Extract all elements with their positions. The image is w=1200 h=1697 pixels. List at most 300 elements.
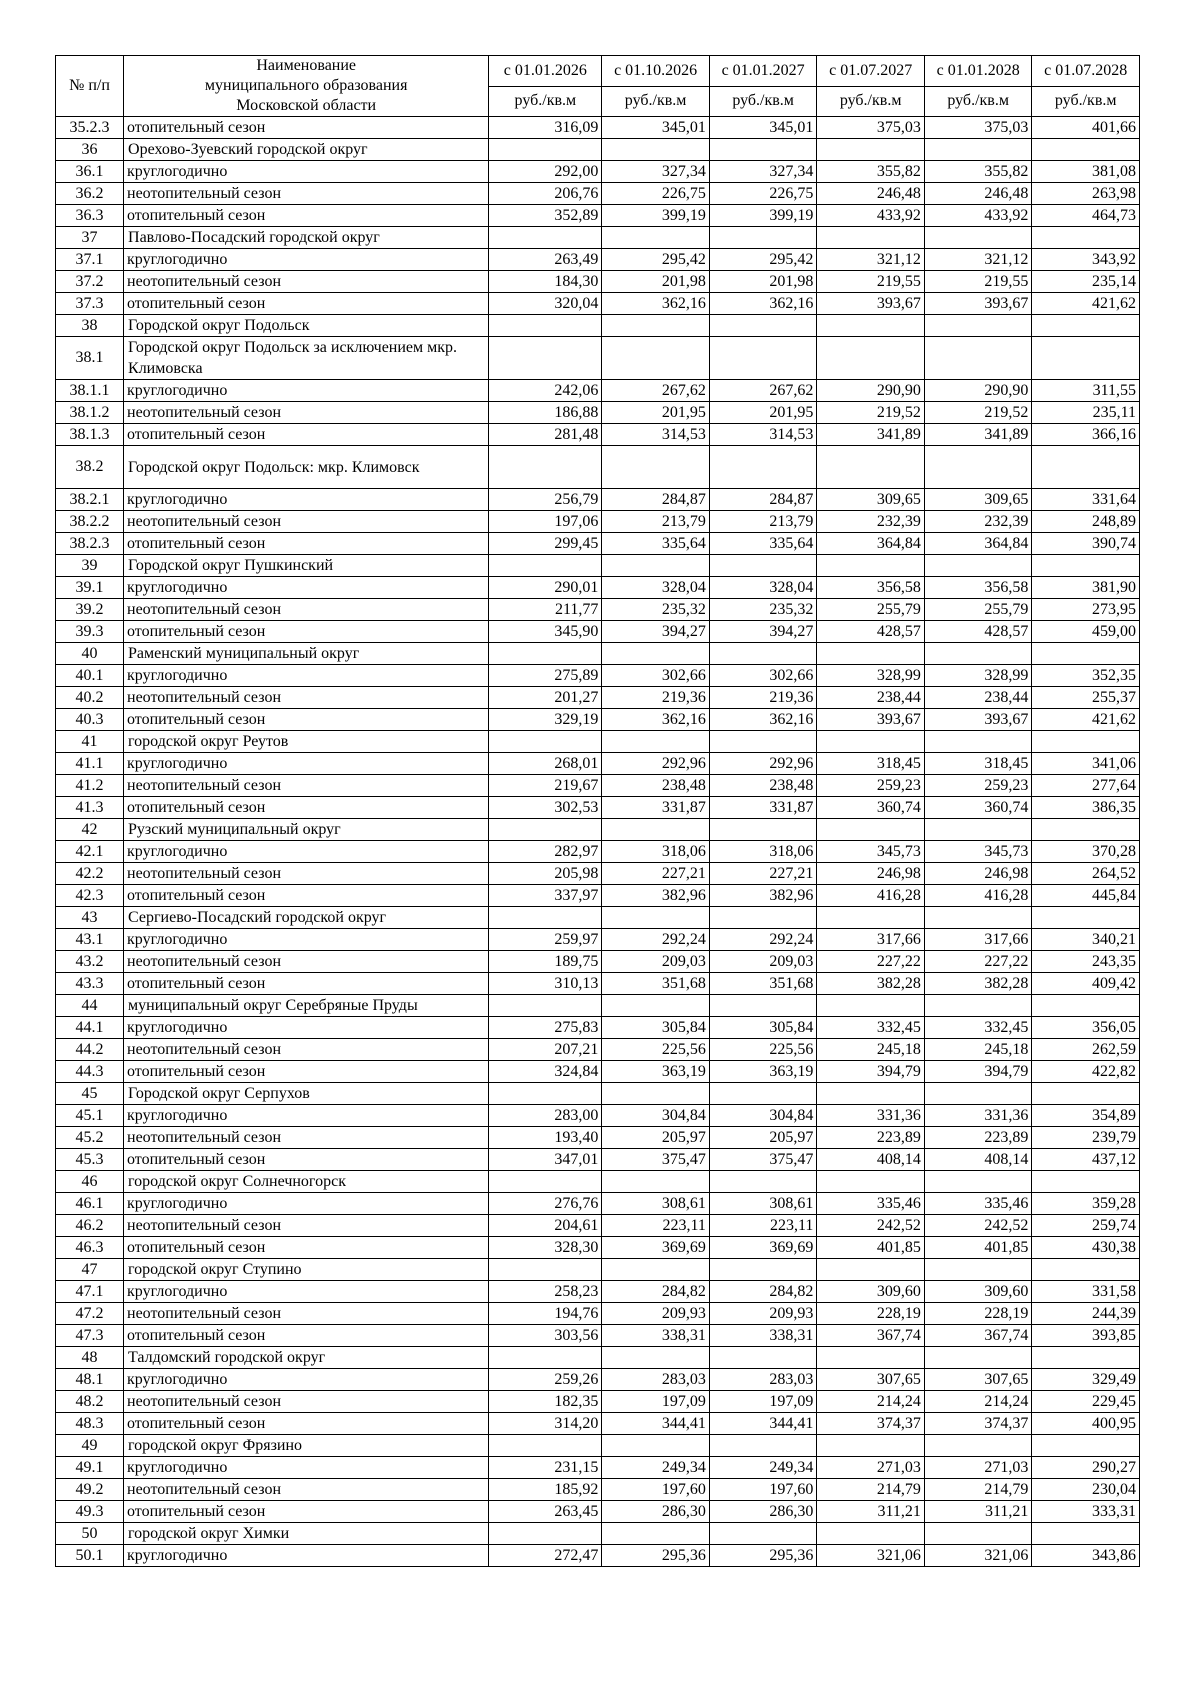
tariff-value: 363,19 (709, 1061, 817, 1083)
tariff-value: 338,31 (709, 1325, 817, 1347)
tariff-value: 219,52 (817, 402, 925, 424)
tariff-value: 416,28 (817, 885, 925, 907)
season-label: отопительный сезон (124, 1501, 489, 1523)
row-number: 41.1 (56, 753, 124, 775)
tariff-value: 331,58 (1032, 1281, 1140, 1303)
tariff-value: 345,01 (709, 117, 817, 139)
header-name-line: Наименование (256, 57, 357, 74)
tariff-value (924, 139, 1032, 161)
tariff-value: 205,97 (602, 1127, 710, 1149)
season-label: круглогодично (124, 249, 489, 271)
tariff-value (924, 819, 1032, 841)
tariff-value (709, 819, 817, 841)
tariff-value: 428,57 (817, 621, 925, 643)
row-number: 46.3 (56, 1237, 124, 1259)
tariff-value: 375,47 (709, 1149, 817, 1171)
season-label: отопительный сезон (124, 1325, 489, 1347)
tariff-value (817, 1435, 925, 1457)
tariff-value (489, 995, 602, 1017)
tariff-value (1032, 337, 1140, 380)
table-group-row (56, 446, 1140, 489)
table-row (56, 1281, 1140, 1303)
tariff-value: 299,45 (489, 533, 602, 555)
table-row (56, 753, 1140, 775)
tariff-value: 341,89 (817, 424, 925, 446)
season-label: отопительный сезон (124, 885, 489, 907)
tariff-value: 362,16 (709, 709, 817, 731)
tariff-value: 321,12 (817, 249, 925, 271)
tariff-value: 363,19 (602, 1061, 710, 1083)
table-row (56, 709, 1140, 731)
tariff-value (489, 1523, 602, 1545)
tariff-value: 375,03 (817, 117, 925, 139)
tariff-value: 255,79 (817, 599, 925, 621)
tariff-value: 259,26 (489, 1369, 602, 1391)
tariff-table (55, 55, 1140, 1567)
tariff-value: 394,79 (924, 1061, 1032, 1083)
tariff-value: 271,03 (924, 1457, 1032, 1479)
tariff-value (1032, 1347, 1140, 1369)
tariff-value: 184,30 (489, 271, 602, 293)
row-number: 45.1 (56, 1105, 124, 1127)
tariff-value: 271,03 (817, 1457, 925, 1479)
tariff-value: 360,74 (924, 797, 1032, 819)
season-label: круглогодично (124, 161, 489, 183)
tariff-value: 375,03 (924, 117, 1032, 139)
row-number: 50 (56, 1523, 124, 1545)
tariff-value: 267,62 (602, 380, 710, 402)
tariff-value (489, 1347, 602, 1369)
tariff-value: 359,28 (1032, 1193, 1140, 1215)
tariff-value (489, 1171, 602, 1193)
tariff-value: 227,22 (924, 951, 1032, 973)
header-unit: руб./кв.м (602, 86, 710, 117)
table-row (56, 577, 1140, 599)
tariff-value: 338,31 (602, 1325, 710, 1347)
tariff-value: 328,04 (602, 577, 710, 599)
tariff-value: 219,67 (489, 775, 602, 797)
tariff-value (924, 1347, 1032, 1369)
tariff-value: 223,11 (709, 1215, 817, 1237)
table-row (56, 599, 1140, 621)
header-date: с 01.01.2028 (924, 56, 1032, 87)
season-label: неотопительный сезон (124, 775, 489, 797)
table-row (56, 1413, 1140, 1435)
table-group-row (56, 995, 1140, 1017)
tariff-value: 309,60 (924, 1281, 1032, 1303)
table-row (56, 973, 1140, 995)
row-number: 40.2 (56, 687, 124, 709)
tariff-value: 382,28 (924, 973, 1032, 995)
tariff-value (1032, 555, 1140, 577)
table-row (56, 1061, 1140, 1083)
tariff-value: 238,48 (602, 775, 710, 797)
tariff-value: 290,90 (817, 380, 925, 402)
header-name-line: Московской области (236, 97, 377, 114)
row-number: 45 (56, 1083, 124, 1105)
tariff-value: 227,22 (817, 951, 925, 973)
row-number: 44.3 (56, 1061, 124, 1083)
tariff-value (817, 1347, 925, 1369)
tariff-value (1032, 995, 1140, 1017)
season-label: круглогодично (124, 1193, 489, 1215)
tariff-value: 337,97 (489, 885, 602, 907)
table-row (56, 205, 1140, 227)
tariff-value: 320,04 (489, 293, 602, 315)
tariff-value: 303,56 (489, 1325, 602, 1347)
tariff-value (709, 337, 817, 380)
tariff-value (489, 1435, 602, 1457)
tariff-value: 341,89 (924, 424, 1032, 446)
season-label: отопительный сезон (124, 424, 489, 446)
tariff-value: 263,98 (1032, 183, 1140, 205)
row-number: 47 (56, 1259, 124, 1281)
municipality-name: городской округ Ступино (124, 1259, 489, 1281)
tariff-value: 219,36 (602, 687, 710, 709)
tariff-value: 318,06 (709, 841, 817, 863)
tariff-value: 277,64 (1032, 775, 1140, 797)
row-number: 40.1 (56, 665, 124, 687)
tariff-value (602, 446, 710, 489)
header-date: с 01.01.2026 (489, 56, 602, 87)
table-header (56, 56, 1140, 117)
table-row (56, 271, 1140, 293)
table-group-row (56, 1523, 1140, 1545)
tariff-value: 226,75 (602, 183, 710, 205)
row-number: 49.2 (56, 1479, 124, 1501)
tariff-value: 335,46 (924, 1193, 1032, 1215)
tariff-value (602, 315, 710, 337)
tariff-value: 367,74 (817, 1325, 925, 1347)
tariff-value: 290,90 (924, 380, 1032, 402)
season-label: круглогодично (124, 929, 489, 951)
tariff-value: 242,06 (489, 380, 602, 402)
tariff-value (1032, 1435, 1140, 1457)
tariff-value: 235,14 (1032, 271, 1140, 293)
row-number: 43.1 (56, 929, 124, 951)
tariff-value: 314,53 (602, 424, 710, 446)
tariff-value: 225,56 (709, 1039, 817, 1061)
tariff-value: 259,23 (817, 775, 925, 797)
season-label: неотопительный сезон (124, 1127, 489, 1149)
tariff-value: 242,52 (924, 1215, 1032, 1237)
municipality-name: городской округ Химки (124, 1523, 489, 1545)
row-number: 40 (56, 643, 124, 665)
tariff-value (602, 1523, 710, 1545)
tariff-value: 276,76 (489, 1193, 602, 1215)
tariff-value (1032, 315, 1140, 337)
tariff-value: 399,19 (709, 205, 817, 227)
tariff-value (817, 139, 925, 161)
tariff-value (924, 227, 1032, 249)
tariff-value: 309,65 (817, 489, 925, 511)
row-number: 47.3 (56, 1325, 124, 1347)
tariff-value: 295,42 (602, 249, 710, 271)
tariff-value: 347,01 (489, 1149, 602, 1171)
tariff-value: 355,82 (924, 161, 1032, 183)
tariff-value (602, 995, 710, 1017)
row-number: 38.1.3 (56, 424, 124, 446)
tariff-value: 283,00 (489, 1105, 602, 1127)
row-number: 44.2 (56, 1039, 124, 1061)
tariff-value: 374,37 (817, 1413, 925, 1435)
row-number: 47.2 (56, 1303, 124, 1325)
row-number: 42.2 (56, 863, 124, 885)
tariff-value: 268,01 (489, 753, 602, 775)
season-label: отопительный сезон (124, 205, 489, 227)
tariff-value (817, 1259, 925, 1281)
season-label: неотопительный сезон (124, 863, 489, 885)
tariff-value (709, 315, 817, 337)
tariff-value: 366,16 (1032, 424, 1140, 446)
table-group-row (56, 643, 1140, 665)
tariff-value: 459,00 (1032, 621, 1140, 643)
tariff-value: 430,38 (1032, 1237, 1140, 1259)
tariff-value: 369,69 (709, 1237, 817, 1259)
tariff-value: 321,06 (924, 1545, 1032, 1567)
season-label: круглогодично (124, 577, 489, 599)
tariff-value: 295,36 (709, 1545, 817, 1567)
tariff-value: 292,96 (602, 753, 710, 775)
tariff-value: 295,36 (602, 1545, 710, 1567)
header-date: с 01.10.2026 (602, 56, 710, 87)
tariff-value (489, 446, 602, 489)
table-row (56, 1303, 1140, 1325)
season-label: неотопительный сезон (124, 402, 489, 424)
tariff-value (602, 819, 710, 841)
row-number: 37.3 (56, 293, 124, 315)
row-number: 46.1 (56, 1193, 124, 1215)
tariff-value: 204,61 (489, 1215, 602, 1237)
table-row (56, 424, 1140, 446)
tariff-value: 394,27 (709, 621, 817, 643)
tariff-value: 310,13 (489, 973, 602, 995)
tariff-value: 331,64 (1032, 489, 1140, 511)
row-number: 44 (56, 995, 124, 1017)
tariff-value: 230,04 (1032, 1479, 1140, 1501)
tariff-value (602, 1259, 710, 1281)
tariff-value: 219,55 (924, 271, 1032, 293)
municipality-name: городской округ Реутов (124, 731, 489, 753)
table-row (56, 511, 1140, 533)
tariff-value (602, 1435, 710, 1457)
row-number: 38.2 (56, 446, 124, 489)
tariff-value: 401,85 (817, 1237, 925, 1259)
table-row (56, 380, 1140, 402)
tariff-value: 360,74 (817, 797, 925, 819)
tariff-value: 382,96 (709, 885, 817, 907)
row-number: 37.1 (56, 249, 124, 271)
tariff-value: 267,62 (709, 380, 817, 402)
row-number: 46.2 (56, 1215, 124, 1237)
row-number: 43.3 (56, 973, 124, 995)
tariff-value: 304,84 (602, 1105, 710, 1127)
tariff-value: 401,85 (924, 1237, 1032, 1259)
tariff-value: 290,27 (1032, 1457, 1140, 1479)
municipality-name: Рузский муниципальный округ (124, 819, 489, 841)
tariff-value: 246,98 (924, 863, 1032, 885)
tariff-value: 263,45 (489, 1501, 602, 1523)
row-number: 49 (56, 1435, 124, 1457)
tariff-value: 311,55 (1032, 380, 1140, 402)
table-row (56, 293, 1140, 315)
table-group-row (56, 731, 1140, 753)
season-label: круглогодично (124, 1105, 489, 1127)
tariff-value: 318,06 (602, 841, 710, 863)
season-label: неотопительный сезон (124, 183, 489, 205)
tariff-value: 400,95 (1032, 1413, 1140, 1435)
tariff-value: 225,56 (602, 1039, 710, 1061)
table-row (56, 402, 1140, 424)
tariff-value: 292,24 (709, 929, 817, 951)
tariff-value: 219,55 (817, 271, 925, 293)
tariff-value: 273,95 (1032, 599, 1140, 621)
row-number: 49.1 (56, 1457, 124, 1479)
row-number: 44.1 (56, 1017, 124, 1039)
tariff-value: 275,89 (489, 665, 602, 687)
table-row (56, 863, 1140, 885)
tariff-value: 284,87 (709, 489, 817, 511)
tariff-value (602, 139, 710, 161)
tariff-value (817, 819, 925, 841)
tariff-value (1032, 819, 1140, 841)
tariff-value (924, 1435, 1032, 1457)
tariff-value: 464,73 (1032, 205, 1140, 227)
tariff-value: 302,53 (489, 797, 602, 819)
tariff-value: 197,06 (489, 511, 602, 533)
table-row (56, 183, 1140, 205)
tariff-value: 219,36 (709, 687, 817, 709)
tariff-value (709, 1347, 817, 1369)
tariff-value: 437,12 (1032, 1149, 1140, 1171)
tariff-value: 316,09 (489, 117, 602, 139)
tariff-value: 272,47 (489, 1545, 602, 1567)
season-label: неотопительный сезон (124, 511, 489, 533)
season-label: круглогодично (124, 1457, 489, 1479)
tariff-value: 308,61 (709, 1193, 817, 1215)
table-body (56, 117, 1140, 1567)
tariff-value: 242,52 (817, 1215, 925, 1237)
tariff-value: 238,44 (924, 687, 1032, 709)
season-label: отопительный сезон (124, 533, 489, 555)
tariff-value: 209,03 (709, 951, 817, 973)
tariff-value: 394,79 (817, 1061, 925, 1083)
tariff-value: 416,28 (924, 885, 1032, 907)
tariff-value: 317,66 (924, 929, 1032, 951)
tariff-value: 209,93 (709, 1303, 817, 1325)
tariff-value: 228,19 (924, 1303, 1032, 1325)
tariff-value: 344,41 (602, 1413, 710, 1435)
tariff-value: 248,89 (1032, 511, 1140, 533)
tariff-value: 314,20 (489, 1413, 602, 1435)
tariff-value (602, 337, 710, 380)
tariff-value: 308,61 (602, 1193, 710, 1215)
tariff-value: 214,79 (817, 1479, 925, 1501)
tariff-value: 329,19 (489, 709, 602, 731)
tariff-value (709, 555, 817, 577)
tariff-value: 223,89 (817, 1127, 925, 1149)
tariff-value: 214,79 (924, 1479, 1032, 1501)
tariff-value (1032, 446, 1140, 489)
table-group-row (56, 1435, 1140, 1457)
tariff-value: 343,92 (1032, 249, 1140, 271)
tariff-value (709, 1171, 817, 1193)
tariff-value: 292,24 (602, 929, 710, 951)
tariff-value: 232,39 (924, 511, 1032, 533)
tariff-value: 369,69 (602, 1237, 710, 1259)
tariff-value: 340,21 (1032, 929, 1140, 951)
tariff-value (489, 1259, 602, 1281)
header-name (124, 56, 489, 117)
tariff-value: 193,40 (489, 1127, 602, 1149)
tariff-value (817, 907, 925, 929)
row-number: 37.2 (56, 271, 124, 293)
table-row (56, 841, 1140, 863)
tariff-value: 408,14 (817, 1149, 925, 1171)
tariff-value (602, 643, 710, 665)
tariff-value (924, 907, 1032, 929)
tariff-value (602, 1347, 710, 1369)
tariff-value (817, 337, 925, 380)
municipality-name: муниципальный округ Серебряные Пруды (124, 995, 489, 1017)
tariff-value: 335,64 (602, 533, 710, 555)
table-row (56, 1457, 1140, 1479)
municipality-name: Городской округ Подольск: мкр. Климовск (124, 446, 489, 489)
tariff-value: 256,79 (489, 489, 602, 511)
tariff-value: 197,09 (709, 1391, 817, 1413)
tariff-value: 421,62 (1032, 709, 1140, 731)
tariff-value: 364,84 (817, 533, 925, 555)
tariff-value: 401,66 (1032, 117, 1140, 139)
tariff-value: 238,48 (709, 775, 817, 797)
tariff-value (817, 995, 925, 1017)
tariff-value: 362,16 (602, 293, 710, 315)
tariff-value: 259,74 (1032, 1215, 1140, 1237)
tariff-value (1032, 1083, 1140, 1105)
tariff-value: 239,79 (1032, 1127, 1140, 1149)
row-number: 40.3 (56, 709, 124, 731)
tariff-value: 356,58 (817, 577, 925, 599)
tariff-value (924, 446, 1032, 489)
tariff-value: 232,39 (817, 511, 925, 533)
tariff-value: 205,97 (709, 1127, 817, 1149)
tariff-value: 262,59 (1032, 1039, 1140, 1061)
tariff-value: 362,16 (602, 709, 710, 731)
tariff-value: 201,98 (709, 271, 817, 293)
tariff-value: 381,08 (1032, 161, 1140, 183)
tariff-value: 185,92 (489, 1479, 602, 1501)
season-label: круглогодично (124, 380, 489, 402)
tariff-value: 182,35 (489, 1391, 602, 1413)
tariff-value: 381,90 (1032, 577, 1140, 599)
header-date: с 01.07.2028 (1032, 56, 1140, 87)
table-row (56, 951, 1140, 973)
tariff-value (817, 643, 925, 665)
tariff-value: 235,32 (602, 599, 710, 621)
row-number: 36.1 (56, 161, 124, 183)
tariff-value (817, 731, 925, 753)
tariff-value: 354,89 (1032, 1105, 1140, 1127)
row-number: 45.2 (56, 1127, 124, 1149)
season-label: круглогодично (124, 753, 489, 775)
tariff-value: 328,99 (817, 665, 925, 687)
table-group-row (56, 139, 1140, 161)
tariff-value (1032, 907, 1140, 929)
tariff-value: 201,98 (602, 271, 710, 293)
table-row (56, 1127, 1140, 1149)
row-number: 36.3 (56, 205, 124, 227)
tariff-value: 393,67 (817, 709, 925, 731)
